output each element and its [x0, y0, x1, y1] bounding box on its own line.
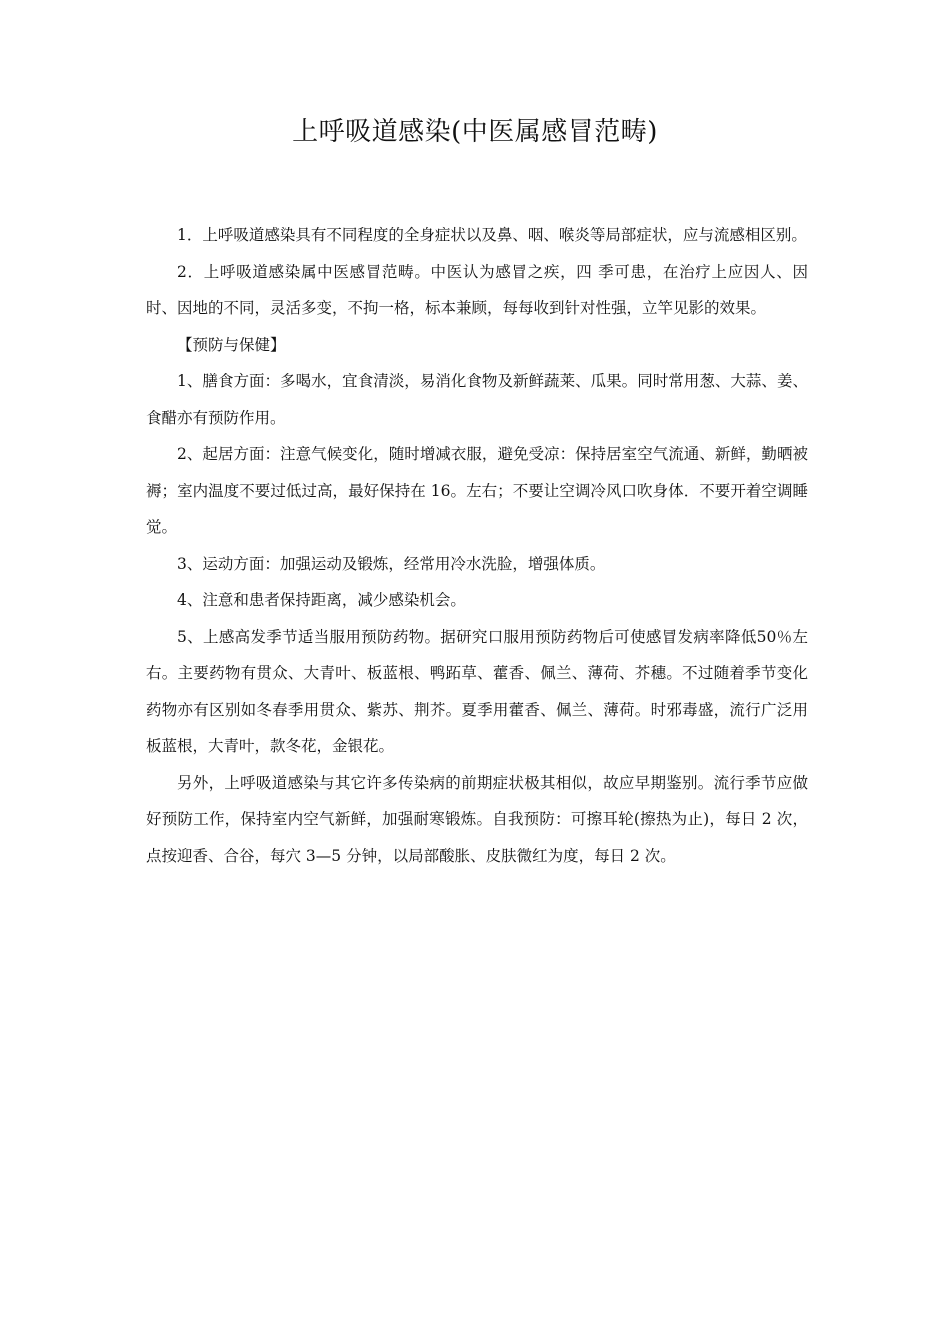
paragraph-distance: 4、注意和患者保持距离，减少感染机会。	[177, 591, 466, 609]
paragraph-additional: 另外，上呼吸道感染与其它许多传染病的前期症状极其相似，故应早期鉴别。流行季节应做好预防工作，保持室内空气新鲜，加强耐寒锻炼。自我预防：可擦耳轮(擦热为止)，每日 2 次，点按迎香、合谷，每穴 3—5 分钟，以局部酸胀、皮肤微红为度，每日 2 次。	[146, 773, 808, 865]
document-body	[146, 217, 808, 874]
paragraph-diet: 1、膳食方面：多喝水，宜食清淡，易消化食物及新鲜蔬莱、瓜果。同时常用葱、大蒜、姜、食醋亦有预防作用。	[146, 372, 808, 427]
paragraph-medicine: 5、上感高发季节适当服用预防药物。据研究口服用预防药物后可使感冒发病率降低50％左右。主要药物有贯众、大青叶、板蓝根、鸭跖草、藿香、佩兰、薄荷、芥穗。不过随着季节变化药物亦有区别如冬春季用贯众、紫苏、荆芥。夏季用藿香、佩兰、薄荷。时邪毒盛，流行广泛用板蓝根，大青叶，款冬花，金银花。	[146, 627, 808, 755]
page-title: 上呼吸道感染(中医属感冒范畴)	[292, 117, 658, 147]
paragraph-living: 2、起居方面：注意气候变化，随时增减衣服，避免受凉：保持居室空气流通、新鲜，勤晒被褥；室内温度不要过低过高，最好保持在 16。左右；不要让空调冷风口吹身体．不要开着空调睡觉。	[146, 445, 808, 536]
section-heading: 【预防与保健】	[177, 335, 286, 354]
paragraph-1: 1．上呼吸道感染具有不同程度的全身症状以及鼻、咽、喉炎等局部症状，应与流感相区别。	[177, 226, 807, 244]
paragraph-exercise: 3、运动方面：加强运动及锻炼，经常用冷水洗脸，增强体质。	[177, 554, 606, 573]
paragraph-2: 2．上呼吸道感染属中医感冒范畴。中医认为感冒之疾，四 季可患，在治疗上应因人、因时、因地的不同，灵活多变，不拘一格，标本兼顾，每每收到针对性强，立竿见影的效果。	[146, 262, 808, 317]
